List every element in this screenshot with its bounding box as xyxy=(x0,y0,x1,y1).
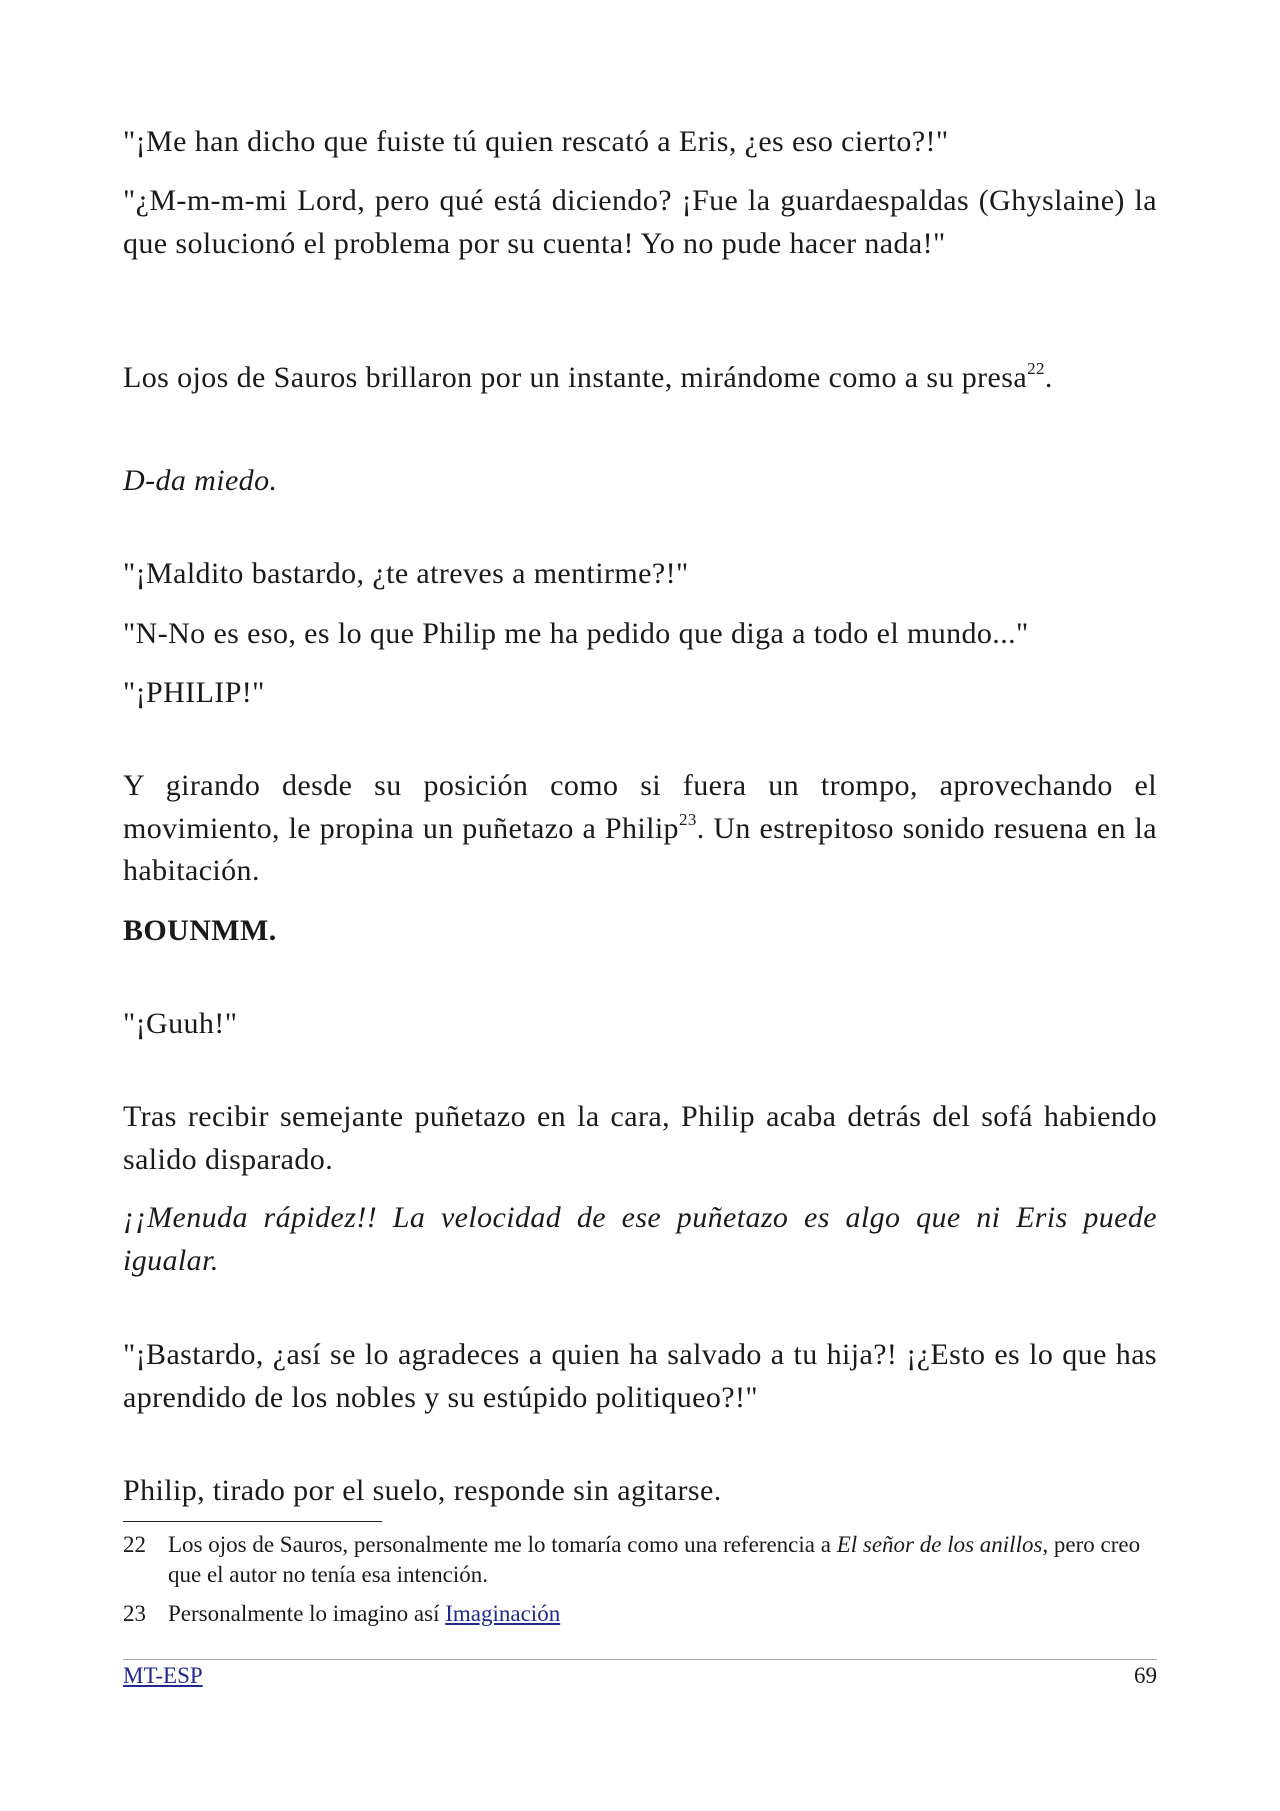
paragraph-text: Los ojos de Sauros brillaron por un instante, mirándome como a su presa xyxy=(123,361,1028,394)
document-page xyxy=(123,0,1157,1811)
book-title: El señor de los anillos xyxy=(836,1532,1043,1557)
paragraph-narration-2 xyxy=(123,765,1157,893)
footnote-text xyxy=(168,1530,1157,1590)
page-number: 69 xyxy=(1134,1663,1157,1688)
imaginacion-link[interactable]: Imaginación xyxy=(445,1601,561,1626)
paragraph-dialogue-5: "¡PHILIP!" xyxy=(123,676,265,709)
paragraph-text-end: . xyxy=(1044,361,1053,394)
footnote-22 xyxy=(123,1530,1157,1590)
footnote-23 xyxy=(123,1599,1157,1629)
paragraph-text: Y girando desde su posición como si fuera un trompo, aprovechando el movimiento, le propina un puñetazo a Philip xyxy=(123,769,1157,845)
paragraph-narration-4: Philip, tirado por el suelo, responde sin agitarse. xyxy=(123,1474,722,1507)
paragraph-dialogue-6: "¡Guuh!" xyxy=(123,1007,238,1040)
paragraph-narration-3: Tras recibir semejante puñetazo en la cara, Philip acaba detrás del sofá habiendo salido disparado. xyxy=(123,1100,1157,1176)
paragraph-thought-1: D-da miedo. xyxy=(123,464,278,497)
paragraph-thought-2: ¡¡Menuda rápidez!! La velocidad de ese puñetazo es algo que ni Eris puede igualar. xyxy=(123,1201,1157,1277)
sound-effect: BOUNMM. xyxy=(123,914,277,947)
footer-source-link[interactable]: MT-ESP xyxy=(123,1663,203,1688)
footnote-number: 22 xyxy=(123,1532,146,1557)
paragraph-dialogue-3: "¡Maldito bastardo, ¿te atreves a mentirme?!" xyxy=(123,557,689,590)
footnote-text-part: Personalmente lo imagino así xyxy=(168,1601,446,1626)
footnote-number: 23 xyxy=(123,1601,146,1626)
footnote-ref-23[interactable]: 23 xyxy=(678,809,697,829)
paragraph-dialogue-7: "¡Bastardo, ¿así se lo agradeces a quien ha salvado a tu hija?! ¡¿Esto es lo que has aprendido de los nobles y su estúpido politiqueo?!" xyxy=(123,1338,1157,1414)
footnote-text-part: , pero creo que el autor no tenía esa intención. xyxy=(168,1532,1141,1587)
paragraph-dialogue-2: "¿M-m-m-mi Lord, pero qué está diciendo? ¡Fue la guardaespaldas (Ghyslaine) la que solucionó el problema por su cuenta! Yo no pude hacer nada!" xyxy=(123,184,1157,260)
paragraph-narration-1 xyxy=(123,357,1157,400)
paragraph-dialogue-1: "¡Me han dicho que fuiste tú quien rescató a Eris, ¿es eso cierto?!" xyxy=(123,125,949,158)
footnote-text-part: Los ojos de Sauros, personalmente me lo tomaría como una referencia a xyxy=(168,1532,837,1557)
footnote-text xyxy=(168,1599,1157,1629)
footnote-separator xyxy=(123,1521,382,1522)
footer-separator xyxy=(123,1659,1157,1660)
footnote-ref-22[interactable]: 22 xyxy=(1027,359,1045,378)
paragraph-dialogue-4: "N-No es eso, es lo que Philip me ha pedido que diga a todo el mundo..." xyxy=(123,617,1029,650)
paragraph-text-end: . Un estrepitoso sonido resuena en la habitación. xyxy=(123,811,1157,887)
